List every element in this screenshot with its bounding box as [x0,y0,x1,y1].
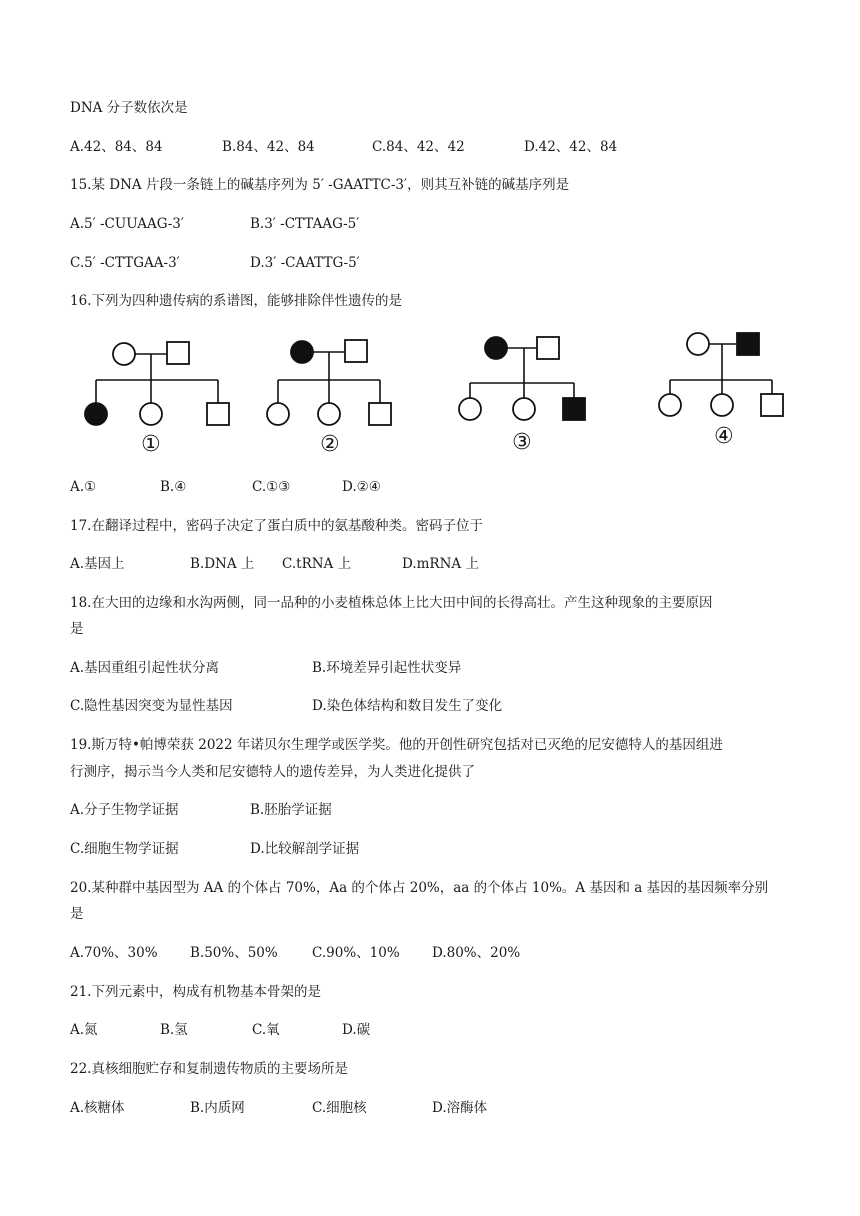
q20-option-a: A.70%、30% [70,945,158,961]
q17-option-c: C.tRNA 上 [282,556,352,572]
pedigree-2 [258,326,408,440]
q19-option-b: B.胚胎学证据 [250,802,332,818]
q14-option-d: D.42、42、84 [524,139,618,155]
q18-option-d: D.染色体结构和数目发生了变化 [312,698,503,714]
pedigree-2-diagram [258,326,408,436]
q17-option-a: A.基因上 [70,556,125,572]
q16-option-d: D.②④ [342,479,381,495]
q22-option-b: B.内质网 [190,1100,245,1116]
q16-option-b: B.④ [160,479,187,495]
q20-stem-line1: 20.某种群中基因型为 AA 的个体占 70%，Aa 的个体占 20%，aa 的个体占 10%。A 基因和 a 基因的基因频率分别 [70,880,769,896]
pedigree-4-diagram [648,326,798,436]
q17-option-d: D.mRNA 上 [402,556,479,572]
q21-stem: 21.下列元素中，构成有机物基本骨架的是 [70,984,321,1000]
q22-option-a: A.核糖体 [70,1100,125,1116]
q19-option-d: D.比较解剖学证据 [250,841,360,857]
q21-option-c: C.氧 [252,1022,280,1038]
pedigree-1 [80,326,230,440]
q22-stem: 22.真核细胞贮存和复制遗传物质的主要场所是 [70,1061,348,1077]
q19-option-c: C.细胞生物学证据 [70,841,179,857]
q14-stem-tail: DNA 分子数依次是 [70,100,188,116]
q17-stem: 17.在翻译过程中，密码子决定了蛋白质中的氨基酸种类。密码子位于 [70,518,483,534]
q21-option-a: A.氮 [70,1022,98,1038]
pedigree-4 [648,326,798,440]
q22-option-d: D.溶酶体 [432,1100,488,1116]
q16-option-c: C.①③ [252,479,291,495]
q19-option-a: A.分子生物学证据 [70,802,179,818]
q15-option-c: C.5′ -CTTGAA-3′ [70,255,180,271]
q19-stem-line2: 行测序，揭示当今人类和尼安德特人的遗传差异，为人类进化提供了 [70,764,475,780]
q21-option-b: B.氢 [160,1022,188,1038]
q20-stem-line2: 是 [70,906,84,922]
q20-option-c: C.90%、10% [312,945,400,961]
pedigree-3-diagram [450,326,600,436]
q16-stem: 16.下列为四种遗传病的系谱图，能够排除伴性遗传的是 [70,293,402,309]
q14-option-c: C.84、42、42 [372,139,465,155]
pedigree-3-label: ③ [512,430,532,455]
q14-option-b: B.84、42、84 [222,139,315,155]
q15-option-d: D.3′ -CAATTG-5′ [250,255,360,271]
pedigree-4-label: ④ [714,424,734,449]
pedigree-3 [450,326,600,440]
q20-option-b: B.50%、50% [190,945,278,961]
q18-stem-line2: 是 [70,621,84,637]
q20-option-d: D.80%、20% [432,945,521,961]
q15-stem: 15.某 DNA 片段一条链上的碱基序列为 5′ -GAATTC-3′，则其互补链的碱基序列是 [70,177,570,193]
q18-option-b: B.环境差异引起性状变异 [312,660,462,676]
q16-option-a: A.① [70,479,97,495]
pedigree-1-label: ① [141,432,161,457]
q21-option-d: D.碳 [342,1022,371,1038]
q17-option-b: B.DNA 上 [190,556,255,572]
q14-option-a: A.42、84、84 [70,139,163,155]
q18-stem-line1: 18.在大田的边缘和水沟两侧，同一品种的小麦植株总体上比大田中间的长得高壮。产生这种现象的主要原因 [70,595,713,611]
q19-stem-line1: 19.斯万特•帕博荣获 2022 年诺贝尔生理学或医学奖。他的开创性研究包括对已灭绝的尼安德特人的基因组进 [70,737,723,753]
q15-option-a: A.5′ -CUUAAG-3′ [70,216,184,232]
q18-option-a: A.基因重组引起性状分离 [70,660,220,676]
pedigree-1-diagram [80,326,230,436]
q22-option-c: C.细胞核 [312,1100,367,1116]
pedigree-2-label: ② [320,432,340,457]
q18-option-c: C.隐性基因突变为显性基因 [70,698,233,714]
q15-option-b: B.3′ -CTTAAG-5′ [250,216,360,232]
